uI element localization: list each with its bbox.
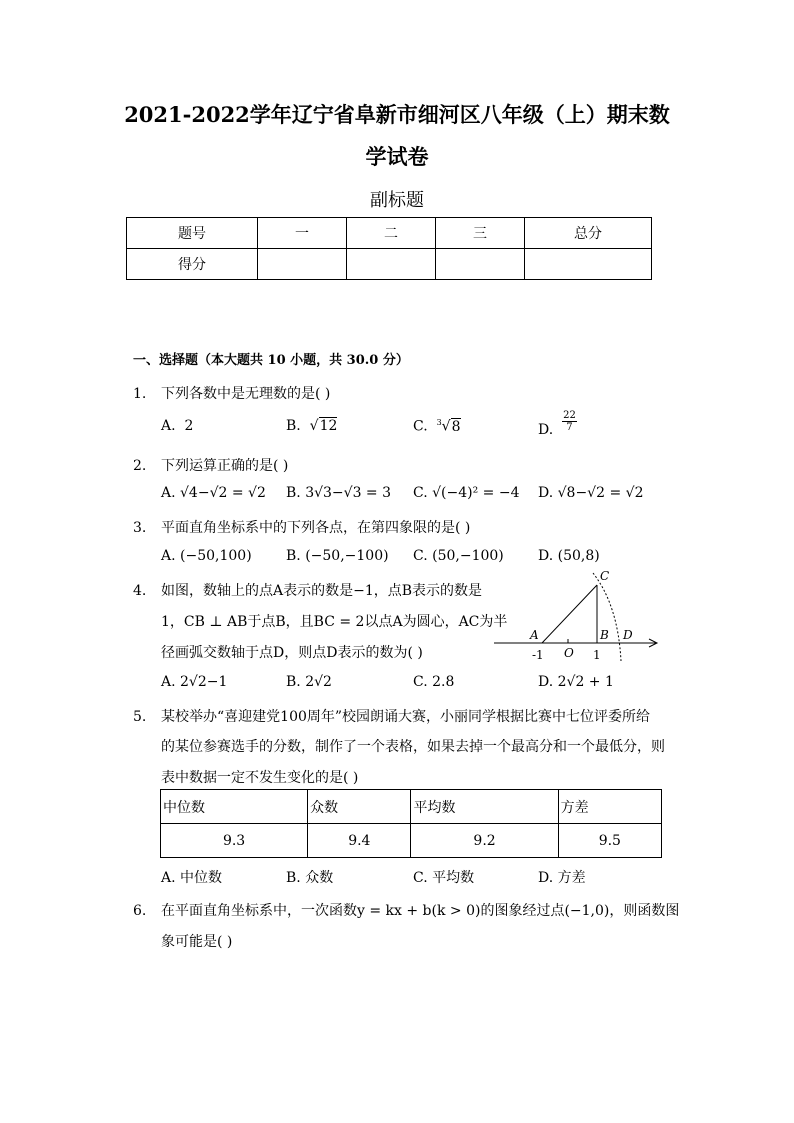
question-4	[133, 580, 482, 600]
option-c: C. √(−4)² = −4	[413, 485, 520, 501]
option-b: B. (−50,−100)	[286, 548, 389, 564]
label-b: B	[600, 628, 609, 642]
option-b: B. 众数	[286, 870, 334, 886]
question-text: 下列运算正确的是( )	[161, 458, 289, 474]
score-cell[interactable]	[525, 249, 652, 280]
exam-title-line1: 2021-2022学年辽宁省阜新市细河区八年级（上）期末数	[124, 102, 670, 127]
section-heading: 一、选择题（本大题共 10 小题，共 30.0 分）	[133, 353, 409, 368]
number-line-figure	[490, 565, 662, 663]
question-number: 5.	[133, 709, 147, 725]
question-text: 平面直角坐标系中的下列各点，在第四象限的是( )	[161, 520, 471, 536]
table-header-cell: 中位数	[161, 790, 308, 824]
option-a: A. 2√2−1	[161, 674, 228, 690]
exam-title-line2: 学试卷	[365, 144, 429, 169]
option-c: C. 2.8	[413, 674, 455, 690]
score-table	[126, 217, 652, 280]
option-c: C. (50,−100)	[413, 548, 504, 564]
question-1	[133, 383, 330, 403]
score-header-cell: 三	[436, 218, 525, 249]
score-cell[interactable]	[436, 249, 525, 280]
question-4-line2: 1，CB ⊥ AB于点B，且BC = 2以点A为圆心，AC为半	[161, 614, 508, 630]
data-table	[160, 789, 662, 858]
question-number: 6.	[133, 903, 147, 919]
table-header-row	[161, 790, 662, 824]
label-d: D	[623, 628, 633, 642]
option-b: B. 3√3−√3 = 3	[286, 485, 392, 501]
score-row-label: 得分	[127, 249, 258, 280]
table-cell: 9.5	[558, 824, 661, 858]
option-d: D. 2√2 + 1	[538, 674, 614, 690]
option-d: D. $\frac{22}{7}$	[538, 410, 576, 438]
option-c: C. 平均数	[413, 870, 475, 886]
question-text: 某校举办“喜迎建党100周年”校园朗诵大赛，小丽同学根据比赛中七位评委所给	[161, 709, 651, 725]
question-2	[133, 455, 288, 475]
option-a: A. √4−√2 = √2	[161, 485, 266, 501]
table-header-cell: 众数	[308, 790, 411, 824]
question-number: 2.	[133, 458, 147, 474]
label-a: A	[530, 628, 539, 642]
option-a: A. 中位数	[161, 870, 223, 886]
score-header-cell: 总分	[525, 218, 652, 249]
option-d: D. √8−√2 = √2	[538, 485, 644, 501]
score-header-cell: 题号	[127, 218, 258, 249]
label-o: O	[564, 646, 574, 660]
table-cell: 9.3	[161, 824, 308, 858]
score-table-header-row	[127, 218, 652, 249]
question-5-line2: 的某位参赛选手的分数，制作了一个表格，如果去掉一个最高分和一个最低分，则	[161, 739, 665, 755]
tick-label-1: 1	[593, 648, 601, 662]
question-number: 4.	[133, 583, 147, 599]
question-text: 下列各数中是无理数的是( )	[161, 386, 331, 402]
table-cell: 9.2	[411, 824, 558, 858]
option-a: A. (−50,100)	[161, 548, 252, 564]
question-5-line3: 表中数据一定不发生变化的是( )	[161, 770, 359, 786]
fraction: $\frac{22}{7}$	[563, 410, 576, 433]
score-cell[interactable]	[347, 249, 436, 280]
label-c: C	[600, 569, 610, 583]
question-text: 如图，数轴上的点A表示的数是−1，点B表示的数是	[161, 583, 483, 599]
score-header-cell: 二	[347, 218, 436, 249]
question-4-line3: 径画弧交数轴于点D，则点D表示的数为( )	[161, 645, 423, 661]
question-6	[133, 900, 679, 920]
question-number: 3.	[133, 520, 147, 536]
option-a: A. 2	[161, 418, 194, 434]
option-b: B. √12	[286, 418, 338, 434]
question-3	[133, 517, 470, 537]
option-d: D. 方差	[538, 870, 586, 886]
segment-ac	[542, 585, 597, 643]
score-table-row	[127, 249, 652, 280]
score-header-cell: 一	[258, 218, 347, 249]
subtitle: 副标题	[370, 190, 424, 211]
option-c: C. $^3$√8	[413, 418, 461, 435]
table-header-cell: 方差	[558, 790, 661, 824]
question-6-line2: 象可能是( )	[161, 934, 233, 950]
score-cell[interactable]	[258, 249, 347, 280]
table-row	[161, 824, 662, 858]
question-text: 在平面直角坐标系中，一次函数y = kx + b(k > 0)的图象经过点(−1,0)，则函数图	[161, 903, 680, 919]
option-b: B. 2√2	[286, 674, 332, 690]
question-number: 1.	[133, 386, 147, 402]
tick-label-neg1: -1	[532, 648, 544, 662]
question-5	[133, 706, 650, 726]
table-cell: 9.4	[308, 824, 411, 858]
option-d: D. (50,8)	[538, 548, 600, 564]
table-header-cell: 平均数	[411, 790, 558, 824]
